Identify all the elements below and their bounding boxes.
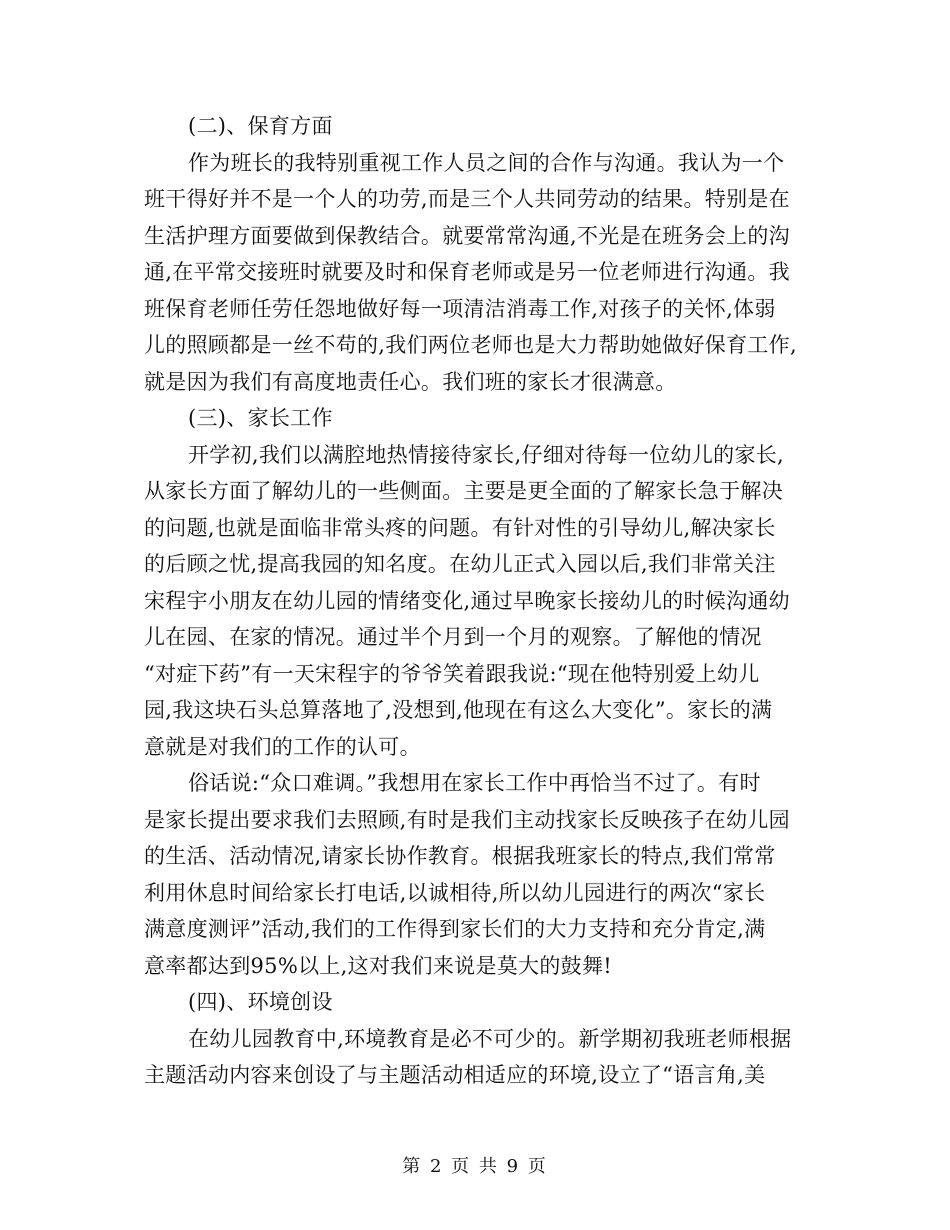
text-line: 就是因为我们有高度地责任心。我们班的家长才很满意。	[144, 369, 677, 394]
text-line: 班干得好并不是一个人的功劳,而是三个人共同劳动的结果。特别是在	[144, 187, 790, 211]
text-line: 的后顾之忧,提高我园的知名度。在幼儿正式入园以后,我们非常关注	[144, 552, 776, 576]
text-line: 通,在平常交接班时就要及时和保育老师或是另一位老师进行沟通。我	[144, 260, 790, 284]
text-line: 作为班长的我特别重视工作人员之间的合作与沟通。我认为一个	[188, 150, 785, 175]
text-line: “对症下药”有一天宋程宇的爷爷笑着跟我说:“现在他特别爱上幼儿	[144, 661, 760, 686]
text-line: 利用休息时间给家长打电话,以诚相待,所以幼儿园进行的两次“家长	[144, 880, 766, 905]
text-line: 是家长提出要求我们去照顾,有时是我们主动找家长反映孩子在幼儿园	[144, 807, 790, 832]
document-body	[144, 108, 810, 1094]
text-line: 从家长方面了解幼儿的一些侧面。主要是更全面的了解家长急于解决	[144, 479, 783, 503]
text-line: 儿在园、在家的情况。通过半个月到一个月的观察。了解他的情况	[144, 625, 762, 649]
text-line: 园,我这块石头总算落地了,没想到,他现在有这么大变化”。家长的满	[144, 698, 773, 722]
text-line: 满意度测评”活动,我们的工作得到家长们的大力支持和充分肯定,满	[144, 917, 766, 941]
text-line: 的问题,也就是面临非常头疼的问题。有针对性的引导幼儿,解决家长	[144, 515, 776, 540]
text-line: 意就是对我们的工作的认可。	[144, 734, 421, 759]
text-line: 宋程宇小朋友在幼儿园的情绪变化,通过早晚家长接幼儿的时候沟通幼	[144, 588, 790, 613]
text-line: (三)、家长工作	[188, 406, 333, 430]
text-line: 开学初,我们以满腔地热情接待家长,仔细对待每一位幼儿的家长,	[188, 442, 785, 467]
text-line: 主题活动内容来创设了与主题活动相适应的环境,设立了“语言角,美	[144, 1063, 766, 1087]
text-line: 在幼儿园教育中,环境教育是必不可少的。新学期初我班老师根据	[188, 1026, 792, 1051]
page-footer: 第 2 页 共 9 页	[402, 1156, 548, 1177]
text-line: 俗话说:“众口难调。”我想用在家长工作中再恰当不过了。有时	[188, 771, 761, 795]
text-line: 的生活、活动情况,请家长协作教育。根据我班家长的特点,我们常常	[144, 844, 776, 868]
text-line: 意率都达到95%以上,这对我们来说是莫大的鼓舞!	[144, 953, 612, 978]
text-line: 儿的照顾都是一丝不苟的,我们两位老师也是大力帮助她做好保育工作,	[144, 333, 797, 357]
text-line: 班保育老师任劳任怨地做好每一项清洁消毒工作,对孩子的关怀,体弱	[144, 296, 776, 321]
text-line: 生活护理方面要做到保教结合。就要常常沟通,不光是在班务会上的沟	[144, 223, 790, 248]
text-line: (四)、环境创设	[188, 990, 333, 1014]
text-line: (二)、保育方面	[188, 114, 333, 138]
